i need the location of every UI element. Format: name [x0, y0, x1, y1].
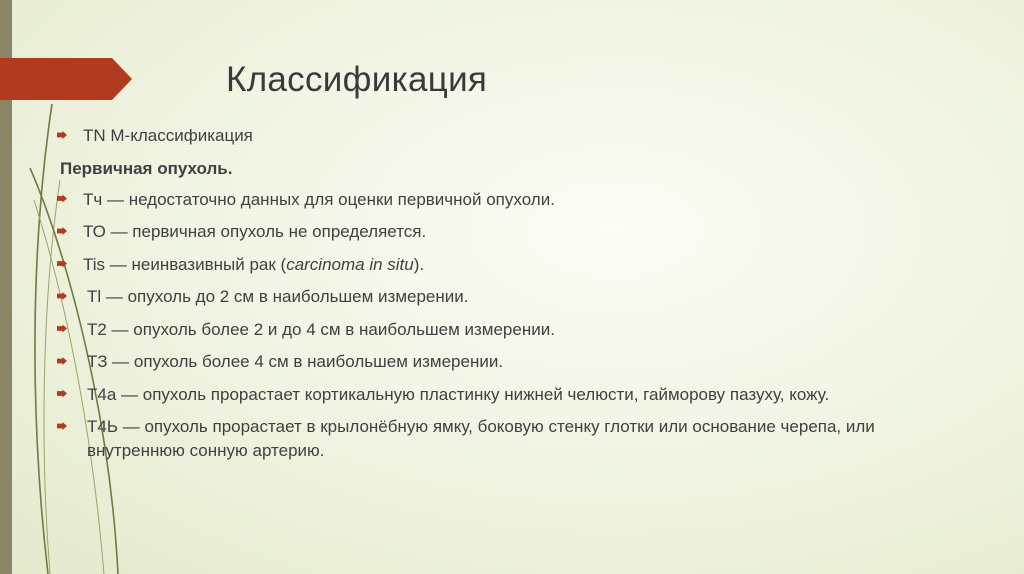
- arrow-bullet-icon: [57, 260, 67, 268]
- arrow-bullet-icon: [57, 357, 67, 365]
- title-accent-arrow: [0, 58, 132, 100]
- list-item: [56, 124, 976, 148]
- list-item-text: ТЗ — опухоль более 4 см в наибольшем измерении.: [87, 352, 504, 371]
- arrow-bullet-icon: [57, 292, 67, 300]
- arrow-bullet-icon: [57, 195, 67, 203]
- list-item-text-italic: carcinoma in situ: [286, 254, 414, 274]
- list-item-text: Т2 — опухоль более 2 и до 4 см в наибольшем измерении.: [87, 319, 555, 339]
- arrow-bullet-icon: [57, 422, 67, 430]
- list-item-text: Т4Ь — опухоль прорастает в крылонёбную ямку, боковую стенку глотки или основание черепа, или внутреннюю сонную артерию.: [87, 417, 875, 460]
- arrow-bullet-icon: [57, 227, 67, 235]
- section-heading-text: Первичная опухоль.: [60, 158, 233, 178]
- arrow-bullet-icon: [57, 390, 67, 398]
- list-item-text-before: Tis — неинвазивный рак (: [83, 254, 287, 274]
- list-item-text-after: ).: [413, 254, 425, 274]
- list-item: [56, 285, 976, 309]
- list-item: [56, 253, 976, 277]
- list-item: [56, 318, 976, 342]
- list-item-text: TN M-классификация: [83, 126, 253, 145]
- list-item-text: Т4а — опухоль прорастает кортикальную пластинку нижней челюсти, гайморову пазуху, кожу.: [87, 384, 830, 404]
- list-item: [56, 220, 976, 244]
- arrow-bullet-icon: [57, 131, 67, 139]
- arrow-bullet-icon: [57, 325, 67, 333]
- list-item: [56, 383, 976, 407]
- section-heading: [56, 157, 976, 181]
- list-item-text: ТО — первичная опухоль не определяется.: [83, 222, 427, 241]
- slide-content: [56, 124, 976, 472]
- slide-title: Классификация: [226, 60, 488, 99]
- list-item-text: Тч — недостаточно данных для оценки первичной опухоли.: [83, 189, 555, 209]
- list-item: [56, 188, 976, 212]
- list-item: [56, 415, 976, 463]
- list-item-text: Tl — опухоль до 2 см в наибольшем измерении.: [87, 287, 469, 306]
- list-item: [56, 350, 976, 374]
